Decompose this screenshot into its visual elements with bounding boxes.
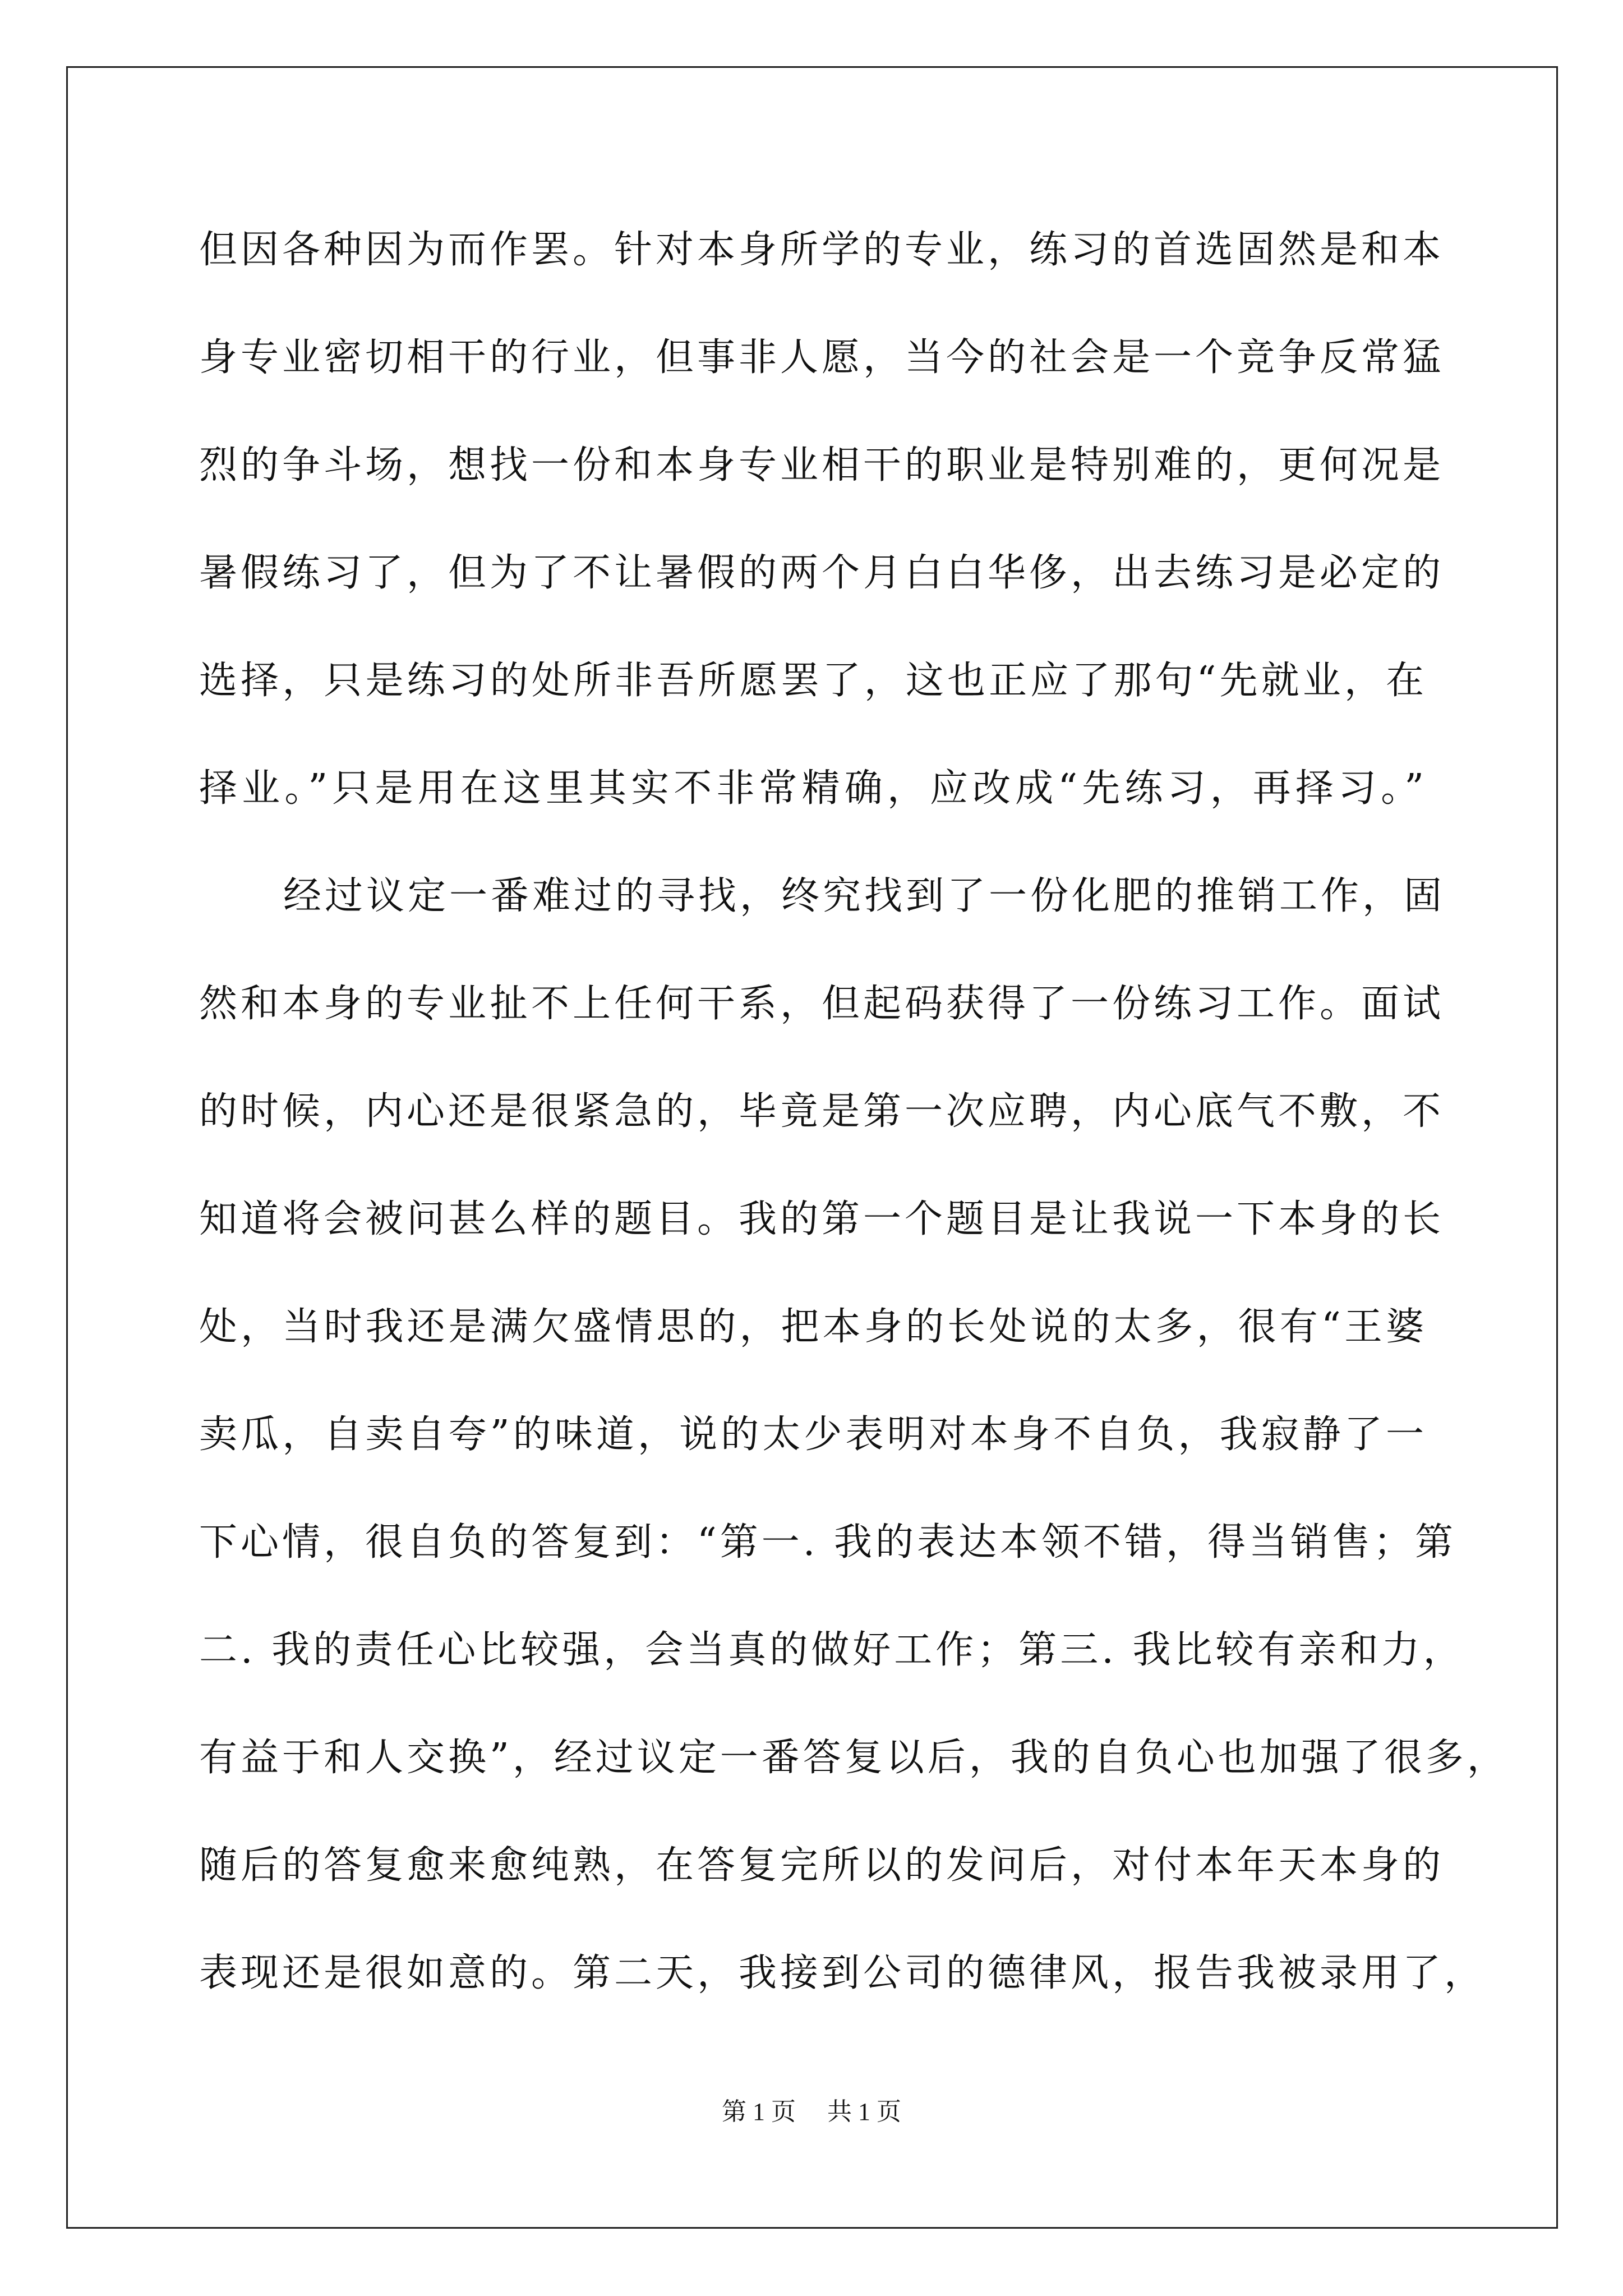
- text-line: 表现还是很如意的。第二天，我接到公司的德律风，报告我被录用了，: [199, 1951, 1486, 1995]
- paragraph-first-line: 经过议定一番难过的寻找，终究找到了一份化肥的推销工作，固: [283, 874, 1446, 918]
- text-line: 处，当时我还是满欠盛情思的，把本身的长处说的太多，很有“王婆: [199, 1305, 1427, 1349]
- text-line: 有益于和人交换”，经过议定一番答复以后，我的自负心也加强了很多，: [199, 1736, 1509, 1780]
- text-line: 暑假练习了，但为了不让暑假的两个月白白华侈，出去练习是必定的: [199, 551, 1445, 595]
- page-footer: [0, 2095, 1623, 2129]
- text-line: 烈的争斗场，想找一份和本身专业相干的职业是特别难的，更何况是: [199, 443, 1445, 487]
- page-number: 第 1 页: [722, 2098, 796, 2125]
- text-line: 二. 我的责任心比较强，会当真的做好工作；第三. 我比较有亲和力，: [199, 1628, 1465, 1672]
- text-line: 但因各种因为而作罢。针对本身所学的专业，练习的首选固然是和本: [199, 228, 1445, 272]
- text-line: 卖瓜，自卖自夸”的味道，说的太少表明对本身不自负，我寂静了一: [199, 1412, 1427, 1457]
- text-line: 随后的答复愈来愈纯熟，在答复完所以的发问后，对付本年天本身的: [199, 1843, 1445, 1888]
- text-line: 择业。”只是用在这里其实不非常精确，应改成“先练习，再择习。”: [199, 766, 1427, 811]
- text-line: 然和本身的专业扯不上任何干系，但起码获得了一份练习工作。面试: [199, 982, 1445, 1026]
- text-line: 身专业密切相干的行业，但事非人愿，当今的社会是一个竞争反常猛: [199, 335, 1445, 380]
- text-line: 下心情，很自负的答复到：“第一. 我的表达本领不错，得当销售；第: [199, 1520, 1456, 1565]
- text-line: 的时候，内心还是很紧急的，毕竟是第一次应聘，内心底气不敷，不: [199, 1089, 1445, 1134]
- document-body: [199, 196, 1509, 2027]
- page-total: 共 1 页: [827, 2098, 901, 2125]
- text-line: 知道将会被问甚么样的题目。我的第一个题目是让我说一下本身的长: [199, 1197, 1445, 1241]
- text-line: 选择，只是练习的处所非吾所愿罢了，这也正应了那句“先就业，在: [199, 659, 1427, 703]
